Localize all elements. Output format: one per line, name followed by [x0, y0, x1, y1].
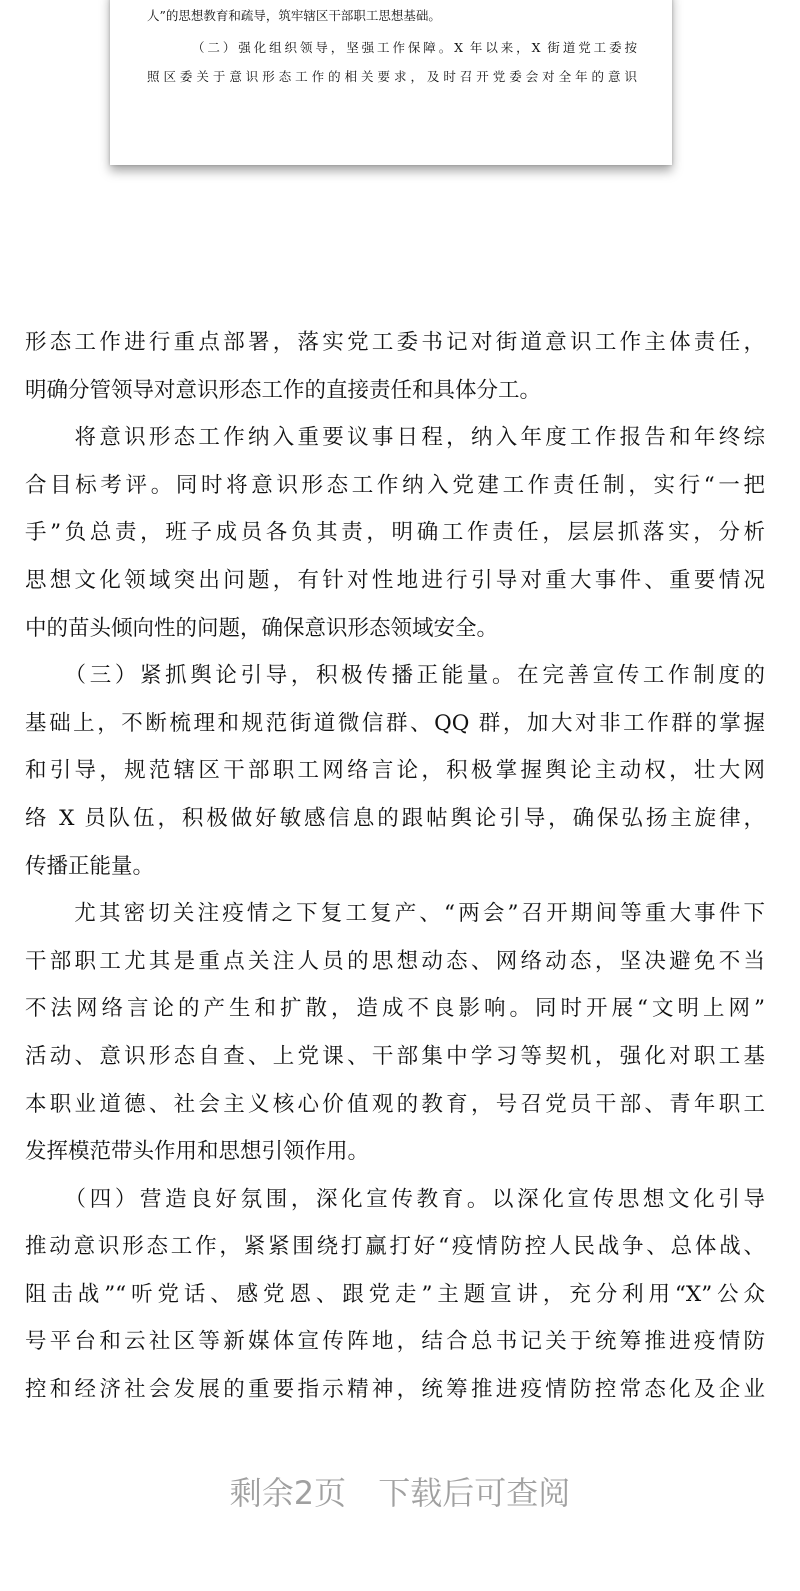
preview-line: 照区委关于意识形态工作的相关要求，及时召开党委会对全年的意识	[147, 69, 637, 84]
body-line: 形态工作进行重点部署，落实党工委书记对街道意识工作主体责任，	[25, 330, 765, 355]
remaining-pages-text: 剩余2页	[229, 1474, 347, 1512]
body-line: 将意识形态工作纳入重要议事日程，纳入年度工作报告和年终综	[25, 425, 765, 451]
document-body	[25, 319, 765, 1414]
body-line: （四）营造良好氛围，深化宣传教育。以深化宣传思想文化引导	[25, 1186, 765, 1212]
body-line: 明确分管领导对意识形态工作的直接责任和具体分工。	[25, 377, 542, 403]
body-line: 干部职工尤其是重点关注人员的思想动态、网络动态，坚决避免不当	[25, 948, 765, 974]
body-line: 不法网络言论的产生和扩散，造成不良影响。同时开展“文明上网”	[25, 996, 765, 1022]
body-line: 传播正能量。	[25, 853, 155, 879]
body-line: 合目标考评。同时将意识形态工作纳入党建工作责任制，实行“一把	[25, 472, 765, 498]
preview-line: （二）强化组织领导，坚强工作保障。X 年以来，X 街道党工委按	[192, 40, 637, 55]
preview-line: 人”的思想教育和疏导，筑牢辖区干部职工思想基础。	[147, 8, 441, 23]
download-to-view-text: 下载后可查阅	[378, 1474, 571, 1512]
body-line: 尤其密切关注疫情之下复工复产、“两会”召开期间等重大事件下	[25, 901, 765, 927]
download-prompt[interactable]	[0, 1468, 800, 1514]
body-line: 中的苗头倾向性的问题，确保意识形态领域安全。	[25, 615, 499, 641]
body-line: 和引导，规范辖区干部职工网络言论，积极掌握舆论主动权，壮大网	[25, 758, 765, 784]
body-line: 络 X 员队伍，积极做好敏感信息的跟帖舆论引导，确保弘扬主旋律，	[25, 805, 765, 831]
body-line: （三）紧抓舆论引导，积极传播正能量。在完善宣传工作制度的	[25, 663, 765, 689]
body-line: 活动、意识形态自查、上党课、干部集中学习等契机，强化对职工基	[25, 1043, 765, 1069]
body-line: 基础上，不断梳理和规范街道微信群、QQ 群，加大对非工作群的掌握	[25, 710, 765, 736]
body-line: 控和经济社会发展的重要指示精神，统筹推进疫情防控常态化及企业	[25, 1377, 765, 1403]
preview-page-card	[110, 0, 672, 165]
body-line: 号平台和云社区等新媒体宣传阵地，结合总书记关于统筹推进疫情防	[25, 1329, 765, 1355]
body-line: 发挥模范带头作用和思想引领作用。	[25, 1139, 370, 1165]
body-line: 思想文化领域突出问题，有针对性地进行引导对重大事件、重要情况	[25, 567, 765, 593]
body-line: 手”负总责，班子成员各负其责，明确工作责任，层层抓落实，分析	[25, 520, 765, 546]
body-line: 本职业道德、社会主义核心价值观的教育，号召党员干部、青年职工	[25, 1091, 765, 1117]
body-line: 推动意识形态工作，紧紧围绕打赢打好“疫情防控人民战争、总体战、	[25, 1234, 765, 1260]
body-line: 阻击战”“听党话、感党恩、跟党走”主题宣讲，充分利用“X”公众	[25, 1281, 765, 1307]
